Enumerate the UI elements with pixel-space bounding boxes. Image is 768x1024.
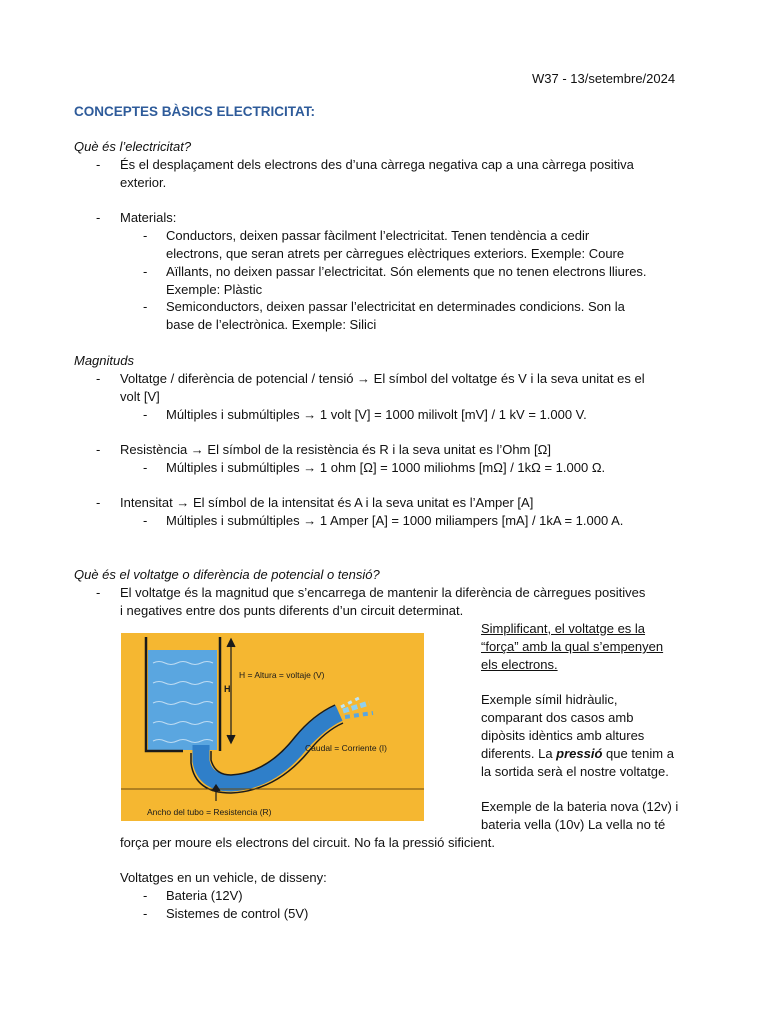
voltatge-definition-line1: El voltatge és la magnitud que s’encarrega de mantenir la diferència de càrregues positives (120, 585, 646, 600)
materials-label: Materials: (120, 210, 177, 225)
hidraulic-line4-end: que tenim a (602, 746, 674, 761)
voltatge-definition-line2: i negatives entre dos punts diferents d’un circuit determinat. (120, 603, 464, 618)
conductors-line2: electrons, que seran atrets per càrregues elèctriques exteriors. Exemple: Coure (166, 246, 625, 261)
bullet-dash: - (96, 585, 101, 600)
question-voltatge: Què és el voltatge o diferència de potencial o tensió? (74, 567, 380, 582)
pressio-emphasis: pressió (556, 746, 603, 761)
vehicle-item-control: Sistemes de control (5V) (166, 906, 309, 921)
electricitat-definition-line1: És el desplaçament dels electrons des d’una càrrega negativa cap a una càrrega positiva (120, 157, 634, 172)
simplificant-line3: els electrons. (481, 657, 558, 672)
resistencia-multiples: Múltiples i submúltiples → 1 ohm [Ω] = 1000 miliohms [mΩ] / 1kΩ = 1.000 Ω. (166, 460, 606, 475)
bullet-dash: - (96, 495, 101, 510)
document-title: CONCEPTES BÀSICS ELECTRICITAT: (74, 104, 316, 119)
magnituds-heading: Magnituds (74, 353, 134, 368)
aillants-line2: Exemple: Plàstic (166, 282, 263, 297)
bullet-dash: - (143, 513, 148, 528)
bateria-line2: bateria vella (10v) La vella no té (481, 817, 666, 832)
simplificant-line2: “força” amb la qual s’empenyen (481, 639, 664, 654)
bullet-dash: - (143, 888, 148, 903)
hidraulic-line3: dipòsits idèntics amb altures (481, 728, 645, 743)
hidraulic-line2: comparant dos casos amb (481, 710, 634, 725)
height-letter: H (224, 684, 231, 694)
tank-water (148, 650, 217, 750)
voltatge-multiples: Múltiples i submúltiples → 1 volt [V] = 1000 milivolt [mV] / 1 kV = 1.000 V. (166, 407, 587, 422)
bullet-dash: - (143, 460, 148, 475)
bullet-dash: - (143, 299, 148, 314)
aillants-line1: Aïllants, no deixen passar l’electricitat. Són elements que no tenen electrons lliures. (166, 264, 647, 279)
bullet-dash: - (96, 157, 101, 172)
vehicle-voltages-heading: Voltatges en un vehicle, de disseny: (120, 870, 327, 885)
simplificant-line1: Simplificant, el voltatge es la (481, 621, 646, 636)
bullet-dash: - (143, 906, 148, 921)
bateria-line1: Exemple de la bateria nova (12v) i (481, 799, 679, 814)
bullet-dash: - (96, 210, 101, 225)
bullet-dash: - (143, 407, 148, 422)
width-label: Ancho del tubo = Resistencia (R) (147, 807, 272, 817)
hidraulic-line4 (481, 745, 674, 763)
bateria-line3: força per moure els electrons del circuit. No fa la pressió sificient. (120, 835, 495, 850)
bullet-dash: - (96, 371, 101, 386)
height-label: H = Altura = voltaje (V) (239, 670, 325, 680)
semiconductors-line2: base de l’electrònica. Exemple: Silici (166, 317, 377, 332)
voltatge-line1: Voltatge / diferència de potencial / tensió → El símbol del voltatge és V i la seva unitat es el (120, 371, 645, 386)
flow-label: Caudal = Corriente (I) (305, 743, 387, 753)
semiconductors-line1: Semiconductors, deixen passar l’electricitat en determinades condicions. Son la (166, 299, 625, 314)
hidraulic-line1: Exemple símil hidràulic, (481, 692, 618, 707)
electricitat-definition-line2: exterior. (120, 175, 167, 190)
document-date: W37 - 13/setembre/2024 (532, 71, 676, 86)
hidraulic-line5: la sortida serà el nostre voltatge. (481, 764, 669, 779)
intensitat-line: Intensitat → El símbol de la intensitat és A i la seva unitat es l’Amper [A] (120, 495, 534, 510)
intensitat-multiples: Múltiples i submúltiples → 1 Amper [A] = 1000 miliampers [mA] / 1kA = 1.000 A. (166, 513, 624, 528)
bullet-dash: - (143, 228, 148, 243)
hydraulic-analogy-diagram (121, 633, 424, 821)
bullet-dash: - (96, 442, 101, 457)
bullet-dash: - (143, 264, 148, 279)
vehicle-item-bateria: Bateria (12V) (166, 888, 243, 903)
hidraulic-line4-start: diferents. La (481, 746, 557, 761)
voltatge-line2: volt [V] (120, 389, 160, 404)
question-electricitat: Què és l’electricitat? (74, 139, 192, 154)
resistencia-line: Resistència → El símbol de la resistència és R i la seva unitat es l’Ohm [Ω] (120, 442, 551, 457)
conductors-line1: Conductors, deixen passar fàcilment l’electricitat. Tenen tendència a cedir (166, 228, 590, 243)
